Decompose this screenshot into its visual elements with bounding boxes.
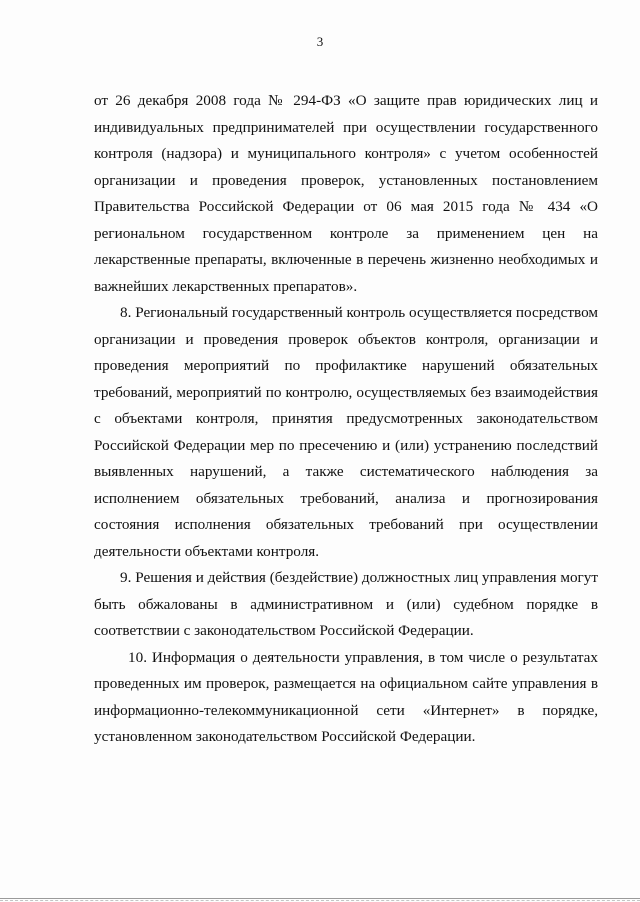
- page-number: 3: [316, 34, 324, 49]
- document-body: [94, 88, 598, 751]
- paragraph-9: 9. Решения и действия (бездействие) должностных лиц управления могут быть обжалованы в административном и (или) судебном порядке в соответствии с законодательством Российской Федерации.: [94, 569, 598, 639]
- paragraph-10: 10. Информация о деятельности управления, в том числе о результатах проведенных им проверок, размещается на официальном сайте управления в информационно-телекоммуникационной сети «Интернет» в порядке, установленном законодательством Российской Федерации.: [94, 648, 598, 745]
- scan-bottom-edge-shadow: [0, 900, 640, 901]
- scan-bottom-edge: [0, 898, 640, 899]
- paragraph-8: 8. Региональный государственный контроль осуществляется посредством организации и проведения проверок объектов контроля, организации и проведения мероприятий по профилактике нарушений обязательных требований, мероприятий по контролю, осуществляемых без взаимодействия с объектами контроля, принятия предусмотренных законодательством Российской Федерации мер по пресечению и (или) устранению последствий выявленных нарушений, а также систематического наблюдения за исполнением обязательных требований, анализа и прогнозирования состояния исполнения обязательных требований при осуществлении деятельности объектами контроля.: [94, 304, 598, 560]
- paragraph-continuation: от 26 декабря 2008 года № 294-ФЗ «О защите прав юридических лиц и индивидуальных предпринимателей при осуществлении государственного контроля (надзора) и муниципального контроля» с учетом особенностей организации и проведения проверок, установленных постановлением Правительства Российской Федерации от 06 мая 2015 года № 434 «О региональном государственном контроле за применением цен на лекарственные препараты, включенные в перечень жизненно необходимых и важнейших лекарственных препаратов».: [94, 92, 598, 295]
